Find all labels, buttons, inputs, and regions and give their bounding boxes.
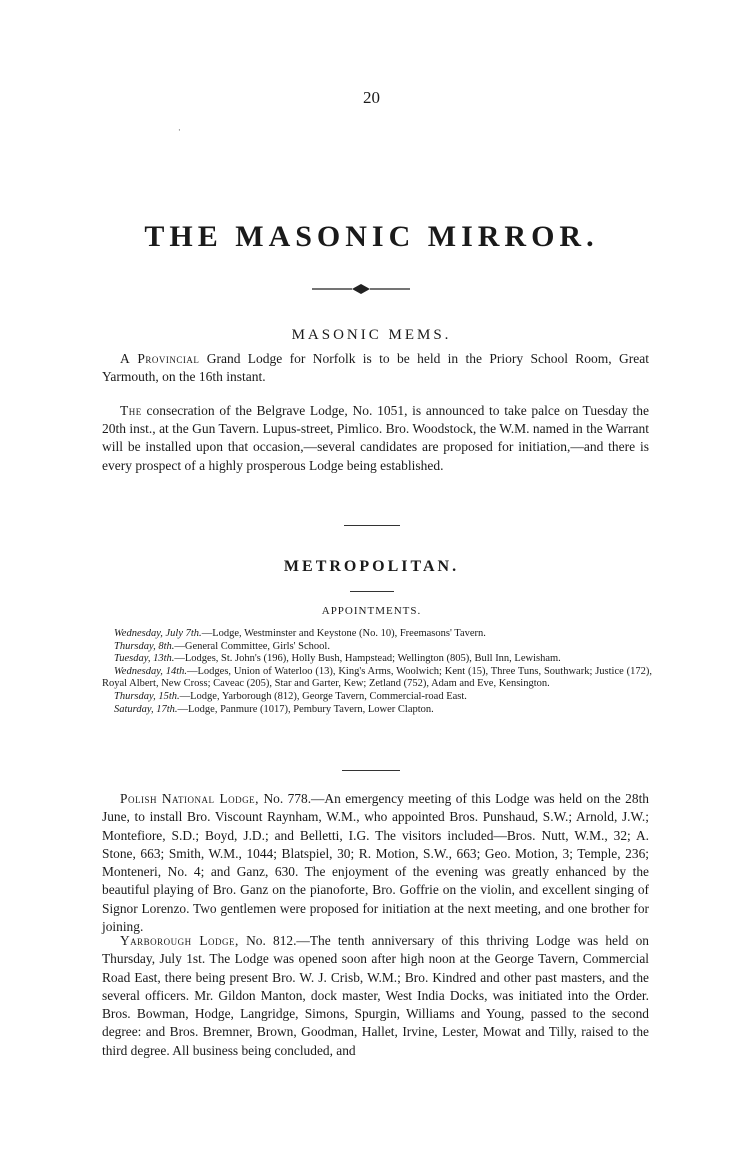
appointment-day: Thursday, 8th. — [114, 640, 175, 652]
mems-paragraph-1 — [102, 350, 649, 386]
metropolitan-paragraph-1 — [102, 790, 649, 936]
appointment-item — [102, 628, 652, 641]
appointment-day: Thursday, 15th. — [114, 690, 180, 702]
appointment-day: Saturday, 17th. — [114, 703, 178, 715]
appointment-item — [102, 666, 652, 691]
appointment-day: Tuesday, 13th. — [114, 653, 175, 665]
appointment-text: —Lodges, Union of Waterloo (13), King's Arms, Woolwich; Kent (15), Three Tuns, Southwark; Justice (172), Royal Albert, New Cross; Caveac (205), Star and Garter, Kew; Zetland (752), Adam and Eve, Kensington. — [102, 665, 652, 690]
section-title-masonic-mems: MASONIC MEMS. — [291, 327, 452, 343]
appointment-text: —Lodge, Westminster and Keystone (No. 10), Freemasons' Tavern. — [201, 628, 486, 639]
appointment-text: —Lodges, St. John's (196), Holly Bush, Hampstead; Wellington (805), Bull Inn, Lewisham. — [174, 653, 561, 665]
appointment-day: Wednesday, July 7th. — [114, 628, 202, 639]
ornament-divider-icon — [312, 283, 410, 295]
paragraph-text: consecration of the Belgrave Lodge, No. 1051, is announced to take palce on Tuesday the 20th inst., at the Gun Tavern. Lupus-street, Pimlico. Bro. Woodstock, the W.M. named in the Warrant will be installed upon that occasion,—several candidates are proposed for initiation,—and there is every prospect of a highly prosperous Lodge being established. — [102, 403, 649, 473]
appointment-text: —General Committee, Girls' School. — [174, 640, 330, 652]
metropolitan-paragraph-2 — [102, 932, 649, 1060]
section-divider — [350, 591, 394, 592]
appointment-item — [102, 691, 652, 704]
section-divider — [344, 525, 400, 526]
appointment-day: Wednesday, 14th. — [114, 665, 188, 677]
appointment-item — [102, 653, 652, 666]
paragraph-text: No. 812.—The tenth anniversary of this thriving Lodge was held on Thursday, July 1st. The Lodge was opened soon after high noon at the George Tavern, Commercial Road East, there being present Bro. W. J. Crisb, W.M.; Bro. Kindred and other past masters, and the several officers. Mr. Gildon Manton, dock master, West India Docks, was initiated into the Order. Bros. Bowman, Hodge, Langridge, Simons, Spurgin, Williams and Young, passed to the second degree: and Bros. Bremner, Brown, Goodman, Hallet, Irvine, Lester, Mowat and Tilly, raised to the third degree. All business being concluded, and — [102, 933, 649, 1058]
paragraph-text: Grand Lodge for Norfolk is to be held in the Priory School Room, Great Yarmouth, on the 16th instant. — [102, 351, 649, 385]
mems-paragraph-2 — [102, 402, 649, 475]
paragraph-lead: The — [120, 403, 142, 418]
appointments-list — [102, 628, 652, 716]
page-number: 20 — [363, 88, 380, 107]
appointment-item — [102, 641, 652, 654]
paragraph-lead: Yarborough Lodge, — [120, 933, 239, 948]
appointment-text: —Lodge, Yarborough (812), George Tavern, Commercial-road East. — [179, 690, 467, 702]
masthead-title: THE MASONIC MIRROR. — [144, 220, 599, 253]
section-divider — [342, 770, 400, 771]
paragraph-lead: Polish National Lodge, — [120, 791, 260, 806]
paragraph-lead: A Provincial — [120, 351, 200, 366]
paragraph-text: No. 778.—An emergency meeting of this Lodge was held on the 28th June, to install Bro. Viscount Raynham, W.M., who appointed Bros. Punshaud, S.W.; Arnold, J.W.; Montefiore, S.D.; Boyd, J.D.; and Belletti, I.G. The visitors included—Bros. Nutt, W.M., 32; A. Stone, 663; Smith, W.M., 1044; Blatspiel, 30; R. Motion, S.W., 663; Geo. Motion, 3; Temple, 236; Monteneri, No. 4; and Ganz, 630. The enjoyment of the evening was greatly enhanced by the beautiful playing of Bro. Ganz on the pianoforte, Bro. Goffrie on the violin, and excellent singing of Signor Lorenzo. Two gentlemen were proposed for initiation at the next meeting, and one brother for joining. — [102, 791, 649, 935]
print-speck: · — [178, 126, 181, 136]
section-title-metropolitan: METROPOLITAN. — [283, 558, 460, 575]
appointment-text: —Lodge, Panmure (1017), Pembury Tavern, Lower Clapton. — [177, 703, 434, 715]
subsection-title-appointments: APPOINTMENTS. — [321, 605, 422, 617]
appointment-item — [102, 704, 652, 717]
